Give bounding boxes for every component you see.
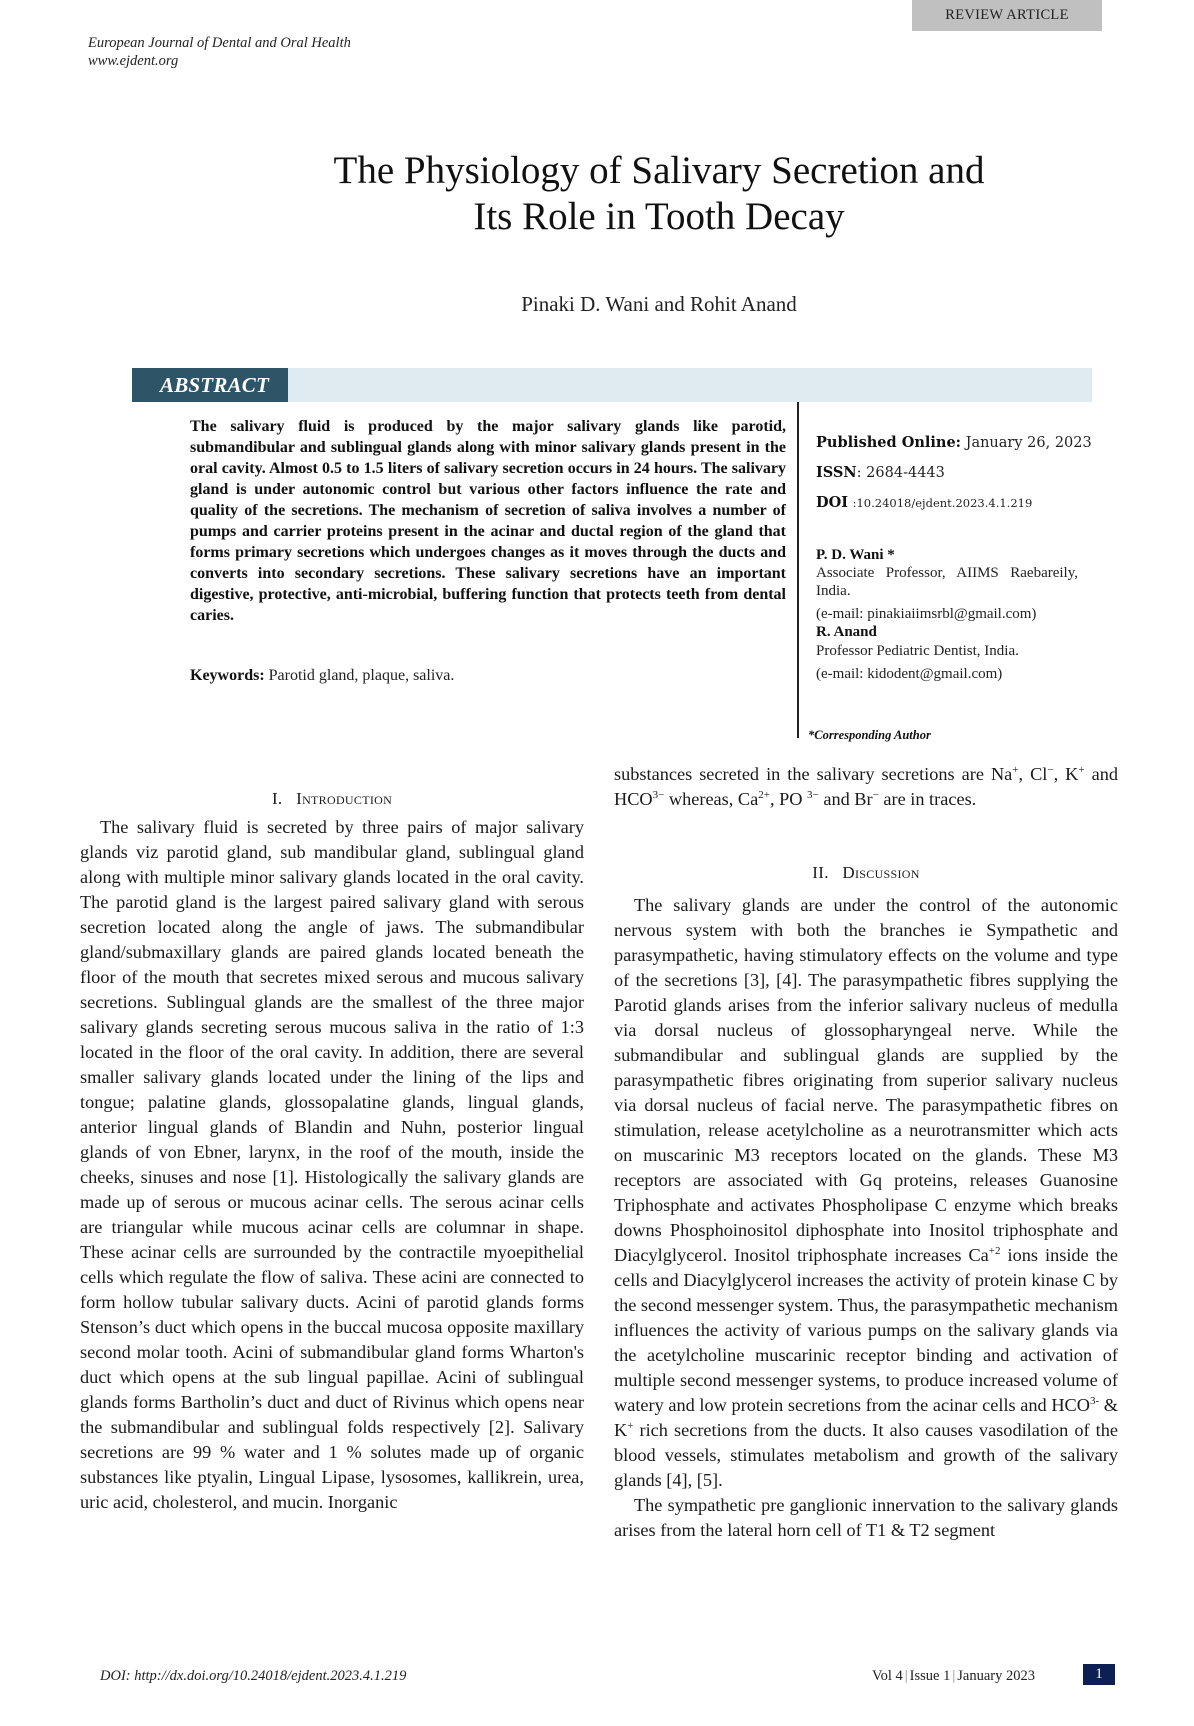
author-list: Pinaki D. Wani and Rohit Anand [521, 292, 797, 316]
author-2-email[interactable]: (e-mail: kidodent@gmail.com) [816, 666, 1003, 682]
section-number: I. [271, 789, 283, 808]
left-column [80, 786, 584, 1515]
paper-title [200, 148, 1118, 240]
abstract-label: ABSTRACT [132, 368, 288, 402]
author-1-info [816, 546, 1078, 683]
footer-doi-link[interactable]: DOI: http://dx.doi.org/10.24018/ejdent.2023.4.1.219 [100, 1668, 407, 1684]
section-title: Introduction [296, 789, 393, 808]
keywords-value: Parotid gland, plaque, saliva. [268, 667, 455, 684]
doi-value: :10.24018/ejdent.2023.4.1.219 [852, 496, 1033, 510]
published-online [816, 434, 1092, 451]
section-heading-discussion [614, 860, 1118, 885]
page-number: 1 [1083, 1664, 1115, 1685]
author-1-name: P. D. Wani * [816, 547, 895, 563]
footer-volume: Vol 4 [872, 1668, 903, 1684]
abstract-divider [797, 402, 799, 738]
abstract-text: The salivary fluid is produced by the major salivary glands like parotid, submandibular and sublingual glands along with minor salivary glands present in the oral cavity. Almost 0.5 to 1.5 liters of salivary secretion occurs in 24 hours. The salivary gland is under autonomic control but various other factors influence the rate and quality of the secretions. The mechanism of secretion of saliva involves a number of pumps and carrier proteins present in the acinar and ductal region of the gland that forms primary secretions which undergoes changes as it moves through the ducts and converts into secondary secretions. These salivary secretions have an important digestive, protective, anti-microbial, buffering function that protects teeth from dental caries. [190, 418, 786, 624]
doi-label: DOI [816, 494, 848, 511]
discussion-paragraph-1: The salivary glands are under the control of the autonomic nervous system with both the branches ie Sympathetic and parasympathetic, having stimulatory effects on the volume and type of the secretions [3], [4]. The parasympathetic fibres supplying the Parotid glands arises from the inferior salivary nucleus of medulla via dorsal nucleus of glossopharyngeal nerve. While the submandibular and sublingual glands are supplied by the parasympathetic fibres originating from superior salivary nucleus via dorsal nucleus of facial nerve. The parasympathetic fibres on stimulation, release acetylcholine as a neurotransmitter which acts on muscarinic M3 receptors located on the glands. These M3 receptors are associated with Gq proteins, releases Guanosine Triphosphate and activates Phospholipase C enzyme which breaks downs Phosphoinositol diphosphate into Inositol triphosphate and Diacylglycerol. Inositol triphosphate increases $Ca^{+2}$ ions inside the cells and Diacylglycerol increases the activity of protein kinase C by the second messenger system. Thus, the parasympathetic mechanism influences the activity of various pumps on the salivary glands via the acetylcholine muscarinic receptor binding and activation of multiple second messenger systems, to produce increased volume of watery and low protein secretions from the acinar cells and $HCO^{3-}$ & K+ rich secretions from the ducts. It also causes vasodilation of the blood vessels, stimulates metabolism and growth of the salivary glands [4], [5]. [614, 895, 1119, 1490]
footer-date: January 2023 [957, 1668, 1035, 1684]
intro-continuation: substances secreted in the salivary secretions are Na+, Cl−, K+ and $HCO^{3-}$ whereas, $Ca^{2+}$, PO $^{3-}$ and Br− are in traces. [614, 763, 1119, 809]
corresponding-author-note: *Corresponding Author [808, 728, 931, 742]
issn-value: : 2684-4443 [856, 465, 945, 481]
section-heading-introduction [80, 786, 584, 811]
author-1-email[interactable]: (e-mail: pinakiaiimsrbl@gmail.com) [816, 606, 1037, 622]
section-number: II. [812, 863, 829, 882]
discussion-paragraph-2: The sympathetic pre ganglionic innervation to the salivary glands arises from the lateral horn cell of T1 & T2 segment [614, 1495, 1118, 1540]
keywords-label: Keywords: [190, 667, 265, 684]
footer-volume-info: Vol 4 | Issue 1 | January 2023 [872, 1668, 1035, 1684]
issn [816, 464, 945, 481]
journal-header [88, 34, 351, 70]
published-value: January 26, 2023 [965, 435, 1092, 451]
issn-label: ISSN [816, 464, 857, 481]
author-2-name: R. Anand [816, 624, 877, 640]
author-1-affiliation: Associate Professor, AIIMS Raebareily, India. [816, 565, 1078, 599]
journal-name: European Journal of Dental and Oral Health [88, 35, 351, 51]
author-2-affiliation: Professor Pediatric Dentist, India. [816, 643, 1019, 659]
published-label: Published Online: [816, 434, 962, 451]
doi-info [816, 494, 1032, 511]
journal-url: www.ejdent.org [88, 53, 179, 69]
intro-paragraph: The salivary fluid is secreted by three pairs of major salivary glands viz parotid gland, sub mandibular gland, sublingual gland along with multiple minor salivary glands located in the oral cavity. The parotid gland is the largest paired salivary gland with serous secretion located along the angle of jaws. The submandibular gland/submaxillary glands are paired glands located beneath the floor of the mouth that secretes mixed serous and mucous salivary secretions. Sublingual glands are the smallest of the three major salivary glands secreting serous mucous saliva in the ratio of 1:3 located in the floor of the oral cavity. In addition, there are several smaller salivary glands located under the lining of the lips and tongue; palatine glands, glossopalatine glands, lingual glands, anterior lingual glands of Blandin and Nuhn, posterior lingual glands of von Ebner, larynx, in the roof of the mouth, inside the cheeks, sinuses and nose [1]. Histologically the salivary glands are made up of serous or mucous acinar cells. The serous acinar cells are triangular while mucous acinar cells are columnar in shape. These acinar cells are surrounded by the contractile myoepithelial cells which regulate the flow of saliva. These acini are connected to form hollow tubular salivary ducts. Acini of parotid glands forms Stenson’s duct which opens in the buccal mucosa opposite maxillary second molar tooth. Acini of submandibular gland forms Wharton's duct which opens at the sub lingual papillae. Acini of sublingual glands forms Bartholin’s duct and duct of Rivinus which opens near the submandibular and sublingual folds respectively [2]. Salivary secretions are 99 % water and 1 % solutes made up of organic substances like ptyalin, Lingual Lipase, lysosomes, kallikrein, urea, uric acid, cholesterol, and mucin. Inorganic [80, 817, 584, 1512]
keywords [190, 667, 454, 685]
title-line-2: Its Role in Tooth Decay [473, 195, 845, 238]
right-column [614, 762, 1118, 1543]
title-line-1: The Physiology of Salivary Secretion and [333, 149, 985, 192]
footer-issue: Issue 1 [909, 1668, 951, 1684]
section-title: Discussion [842, 863, 920, 882]
article-type-badge: REVIEW ARTICLE [912, 0, 1102, 31]
